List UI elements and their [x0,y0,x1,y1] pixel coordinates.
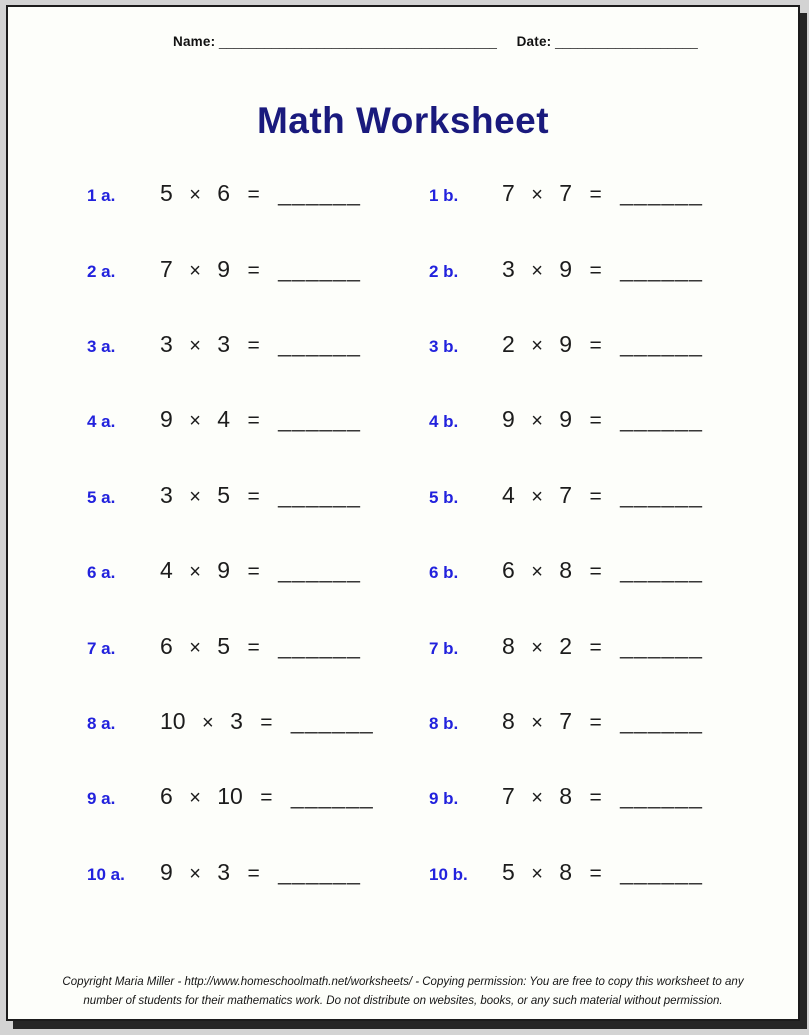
answer-blank-field[interactable]: ______ [620,557,703,584]
equals-sign: = [247,409,260,433]
equation [502,180,703,207]
equation [502,331,703,358]
equation [160,633,361,660]
equals-sign: = [247,484,260,508]
problem-number-label: 5 a. [87,487,116,507]
factor-2: 7 [559,481,573,508]
equation [502,557,703,584]
factor-1: 9 [160,406,173,433]
page-title: Math Worksheet [256,100,550,141]
equals-sign: = [260,710,273,734]
equation [160,859,361,886]
equation [502,482,703,509]
factor-1: 4 [502,481,515,508]
problem-cell [87,180,429,207]
problem-cell [429,783,798,810]
problem-cell [429,557,798,584]
equals-sign: = [589,560,602,584]
name-date-header [173,34,798,49]
answer-blank-field[interactable]: ______ [620,255,703,282]
equation [160,406,361,433]
problem-number-label: 2 a. [87,261,116,281]
problem-number-label: 6 b. [429,563,459,583]
equals-sign: = [589,710,602,734]
problem-cell [429,256,798,283]
equals-sign: = [260,786,273,810]
footer-line-2: number of students for their mathematics work. Do not distribute on websites, books, or any such material without permission. [83,994,723,1007]
factor-1: 5 [160,180,173,207]
date-blank-field[interactable]: ___________________ [555,34,698,49]
problem-number-label: 10 b. [429,864,468,884]
factor-1: 7 [160,255,173,282]
multiply-sign: × [189,184,201,207]
factor-2: 5 [217,632,231,659]
date-label: Date: [516,34,552,49]
factor-1: 8 [502,632,515,659]
problem-cell [429,633,798,660]
equals-sign: = [589,861,602,885]
answer-blank-field[interactable]: ______ [620,632,703,659]
answer-blank-field[interactable]: ______ [620,707,703,734]
answer-blank-field[interactable]: ______ [278,481,361,508]
factor-2: 9 [559,255,573,282]
problem-cell [87,482,429,509]
multiply-sign: × [531,787,543,810]
answer-blank-field[interactable]: ______ [620,783,703,810]
problem-cell [87,783,429,810]
problem-number-label: 6 a. [87,563,116,583]
multiply-sign: × [531,636,543,659]
problem-number-label: 2 b. [429,261,459,281]
equals-sign: = [247,635,260,659]
multiply-sign: × [531,485,543,508]
problem-number-label: 7 a. [87,638,116,658]
answer-blank-field[interactable]: ______ [278,330,361,357]
equals-sign: = [589,786,602,810]
answer-blank-field[interactable]: ______ [290,707,374,734]
factor-1: 3 [160,481,173,508]
equation [160,783,374,810]
multiply-sign: × [189,410,201,433]
equals-sign: = [247,560,260,584]
problem-number-label: 4 b. [429,412,459,432]
problem-cell [429,406,798,433]
worksheet-page [6,5,800,1021]
answer-blank-field[interactable]: ______ [278,406,361,433]
problem-cell [87,406,429,433]
equation [160,557,361,584]
problem-number-label: 7 b. [429,638,459,658]
factor-1: 8 [502,707,515,734]
equation [502,859,703,886]
equals-sign: = [589,183,602,207]
factor-1: 4 [160,557,173,584]
multiply-sign: × [531,711,543,734]
footer-copyright [8,973,798,1010]
factor-2: 8 [559,557,573,584]
problem-cell [87,633,429,660]
problem-cell [87,331,429,358]
factor-2: 9 [217,557,231,584]
multiply-sign: × [189,259,201,282]
multiply-sign: × [531,862,543,885]
factor-1: 5 [502,858,515,885]
factor-1: 9 [160,858,173,885]
answer-blank-field[interactable]: ______ [278,180,361,207]
equation [502,708,703,735]
factor-2: 9 [217,255,231,282]
factor-2: 6 [217,180,231,207]
factor-1: 7 [502,783,515,810]
equals-sign: = [247,183,260,207]
equals-sign: = [589,333,602,357]
answer-blank-field[interactable]: ______ [278,632,361,659]
answer-blank-field[interactable]: ______ [620,481,703,508]
factor-2: 8 [559,858,573,885]
answer-blank-field[interactable]: ______ [278,255,361,282]
multiply-sign: × [531,334,543,357]
name-label: Name: [173,34,216,49]
factor-2: 8 [559,783,573,810]
multiply-sign: × [189,862,201,885]
multiply-sign: × [531,561,543,584]
equals-sign: = [589,484,602,508]
footer-line-1: Copyright Maria Miller - http://www.homeschoolmath.net/worksheets/ - Copying permission: You are free to copy this worksheet to any [62,976,744,989]
factor-2: 9 [559,330,573,357]
factor-2: 3 [230,707,243,734]
equals-sign: = [589,635,602,659]
answer-blank-field[interactable]: ______ [278,858,361,885]
factor-1: 10 [160,707,186,734]
equation [160,331,361,358]
problem-number-label: 4 a. [87,412,116,432]
problem-number-label: 3 b. [429,336,459,356]
problem-number-label: 3 a. [87,336,116,356]
equals-sign: = [589,258,602,282]
multiply-sign: × [189,485,201,508]
problem-cell [429,331,798,358]
problem-cell [429,482,798,509]
factor-2: 3 [217,330,231,357]
problem-cell [87,708,429,735]
equation [502,406,703,433]
problem-cell [429,859,798,886]
equals-sign: = [247,861,260,885]
equation [502,633,703,660]
multiply-sign: × [189,334,201,357]
factor-1: 6 [160,783,173,810]
answer-blank-field[interactable]: ______ [620,406,703,433]
factor-2: 7 [559,180,573,207]
multiply-sign: × [189,636,201,659]
problem-cell [429,180,798,207]
problem-cell [87,557,429,584]
multiply-sign: × [531,410,543,433]
factor-1: 6 [502,557,515,584]
answer-blank-field[interactable]: ______ [290,783,374,810]
factor-2: 2 [559,632,573,659]
problem-number-label: 9 a. [87,789,116,809]
factor-1: 3 [502,255,515,282]
factor-1: 2 [502,330,515,357]
equals-sign: = [589,409,602,433]
equation [160,256,361,283]
factor-1: 6 [160,632,173,659]
equation [160,180,361,207]
problem-cell [429,708,798,735]
answer-blank-field[interactable]: ______ [278,557,361,584]
multiply-sign: × [201,711,214,734]
equals-sign: = [247,258,260,282]
problem-number-label: 8 a. [87,713,116,733]
equation [160,708,374,735]
equation [502,256,703,283]
answer-blank-field[interactable]: ______ [620,858,703,885]
problem-number-label: 8 b. [429,713,459,733]
factor-2: 3 [217,858,231,885]
problem-cell [87,859,429,886]
problem-number-label: 5 b. [429,487,459,507]
factor-2: 4 [217,406,231,433]
problem-number-label: 1 a. [87,186,116,206]
answer-blank-field[interactable]: ______ [620,180,703,207]
factor-1: 7 [502,180,515,207]
multiply-sign: × [189,787,201,810]
factor-1: 3 [160,330,173,357]
name-blank-field[interactable]: _____________________________________ [219,34,497,49]
multiply-sign: × [531,259,543,282]
problem-cell [87,256,429,283]
factor-2: 10 [217,783,243,810]
factor-2: 7 [559,707,573,734]
multiply-sign: × [531,184,543,207]
problem-number-label: 10 a. [87,864,125,884]
factor-2: 9 [559,406,573,433]
equation [160,482,361,509]
equals-sign: = [247,333,260,357]
equation [502,783,703,810]
problem-number-label: 1 b. [429,186,459,206]
problems-grid [87,156,798,910]
factor-2: 5 [217,481,231,508]
multiply-sign: × [189,561,201,584]
factor-1: 9 [502,406,515,433]
answer-blank-field[interactable]: ______ [620,330,703,357]
problem-number-label: 9 b. [429,789,459,809]
